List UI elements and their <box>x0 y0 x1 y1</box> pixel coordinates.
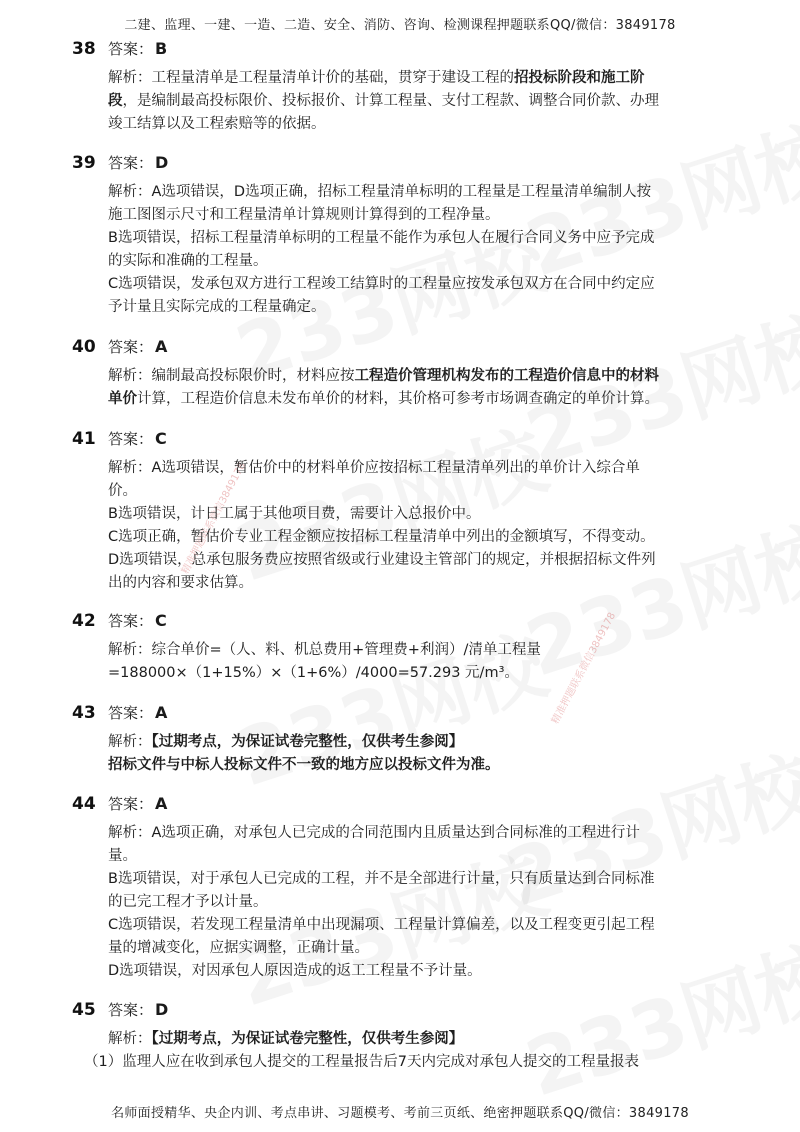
answer-value: D <box>155 1000 169 1019</box>
question-39 <box>72 150 762 319</box>
explanation-line: C选项正确，暂估价专业工程金额应按招标工程量清单中列出的金额填写，不得变动。 <box>108 529 655 545</box>
question-40 <box>72 334 762 411</box>
question-38 <box>72 36 762 136</box>
answer-label: 答案： <box>108 338 154 356</box>
explanation <box>108 822 762 983</box>
question-number: 41 <box>72 429 96 449</box>
explanation <box>108 731 762 777</box>
explanation-line: 的已完工程才予以计量。 <box>108 894 268 910</box>
explanation-line: B选项错误，计日工属于其他项目费，需要计入总报价中。 <box>108 506 481 522</box>
explanation-line: 解析：综合单价=（人、料、机总费用+管理费+利润）/清单工程量 <box>108 642 541 658</box>
question-42 <box>72 608 762 685</box>
answer-label: 答案： <box>108 430 154 448</box>
answer-row <box>72 334 762 360</box>
explanation-line: 单价计算，工程造价信息未发布单价的材料，其价格可参考市场调查确定的单价计算。 <box>108 391 659 407</box>
question-44 <box>72 791 762 983</box>
explanation-line: 解析：【过期考点，为保证试卷完整性，仅供考生参阅】 <box>108 1031 464 1047</box>
answer-label: 答案： <box>108 1001 154 1019</box>
explanation-line: 解析：A选项正确，对承包人已完成的合同范围内且质量达到合同标准的工程进行计 <box>108 825 640 841</box>
question-number: 40 <box>72 337 96 357</box>
explanation <box>108 639 762 685</box>
explanation-line: 予计量且实际完成的工程量确定。 <box>108 299 326 315</box>
explanation-line: =188000×（1+15%）×（1+6%）/4000=57.293 元/m³。 <box>108 665 519 681</box>
question-number: 44 <box>72 794 96 814</box>
explanation <box>84 1028 762 1074</box>
explanation-line: 招标文件与中标人投标文件不一致的地方应以投标文件为准。 <box>108 757 500 773</box>
question-43 <box>72 700 762 777</box>
explanation-line: D选项错误，对因承包人原因造成的返工工程量不予计量。 <box>108 963 482 979</box>
answer-value: A <box>155 794 168 813</box>
answer-label: 答案： <box>108 795 154 813</box>
answer-row <box>72 791 762 817</box>
explanation-line: C选项错误，发承包双方进行工程竣工结算时的工程量应按发承包双方在合同中约定应 <box>108 276 655 292</box>
watermark-stamp: 精准押题联系微信3849178 <box>549 610 619 727</box>
explanation-line: C选项错误，若发现工程量清单中出现漏项、工程量计算偏差，以及工程变更引起工程 <box>108 917 655 933</box>
explanation-line: 解析：A选项错误，D选项正确，招标工程量清单标明的工程量是工程量清单编制人按 <box>108 184 652 200</box>
explanation-line: 施工图图示尺寸和工程量清单计算规则计算得到的工程净量。 <box>108 207 500 223</box>
explanation-line: 的实际和准确的工程量。 <box>108 253 268 269</box>
explanation <box>108 457 762 595</box>
answer-row <box>72 997 762 1023</box>
question-number: 42 <box>72 611 96 631</box>
answer-value: A <box>155 703 168 722</box>
page-header: 二建、监理、一建、一造、二造、安全、消防、咨询、检测课程押题联系QQ/微信：3849178 <box>124 18 676 33</box>
answer-row <box>72 700 762 726</box>
explanation-line: 解析：【过期考点，为保证试卷完整性，仅供考生参阅】 <box>108 734 464 750</box>
answer-row <box>72 426 762 452</box>
question-number: 39 <box>72 153 96 173</box>
answer-value: B <box>155 39 168 58</box>
explanation-line: （1）监理人应在收到承包人提交的工程量报告后7天内完成对承包人提交的工程量报表 <box>84 1054 639 1070</box>
explanation-line: 出的内容和要求估算。 <box>108 575 253 591</box>
explanation <box>108 181 762 319</box>
explanation <box>108 67 762 136</box>
answer-value: C <box>155 611 167 630</box>
explanation <box>108 365 762 411</box>
explanation-line: 量。 <box>108 848 137 864</box>
explanation-line: 价。 <box>108 483 137 499</box>
explanation-line: 解析：编制最高投标限价时，材料应按工程造价管理机构发布的工程造价信息中的材料 <box>108 368 659 384</box>
question-45 <box>72 997 762 1074</box>
explanation-line: B选项错误，招标工程量清单标明的工程量不能作为承包人在履行合同义务中应予完成 <box>108 230 655 246</box>
answer-row <box>72 608 762 634</box>
answer-label: 答案： <box>108 40 154 58</box>
explanation-line: 解析：A选项错误，暂估价中的材料单价应按招标工程量清单列出的单价计入综合单 <box>108 460 640 476</box>
answer-label: 答案： <box>108 704 154 722</box>
question-number: 45 <box>72 1000 96 1020</box>
answer-label: 答案： <box>108 612 154 630</box>
question-41 <box>72 426 762 595</box>
answer-value: C <box>155 429 167 448</box>
question-number: 43 <box>72 703 96 723</box>
answer-label: 答案： <box>108 154 154 172</box>
explanation-line: 竣工结算以及工程索赔等的依据。 <box>108 116 326 132</box>
explanation-line: 解析：工程量清单是工程量清单计价的基础，贯穿于建设工程的招投标阶段和施工阶 <box>108 70 645 86</box>
answer-value: D <box>155 153 169 172</box>
explanation-line: 段，是编制最高投标限价、投标报价、计算工程量、支付工程款、调整合同价款、办理 <box>108 93 659 109</box>
watermark-stamp: 精准押题联系微信3849178 <box>179 460 249 577</box>
question-number: 38 <box>72 39 96 59</box>
answer-value: A <box>155 337 168 356</box>
answer-row <box>72 150 762 176</box>
page-footer: 名师面授精华、央企内训、考点串讲、习题模考、考前三页纸、绝密押题联系QQ/微信：3849178 <box>111 1106 689 1121</box>
explanation-line: D选项错误，总承包服务费应按照省级或行业建设主管部门的规定，并根据招标文件列 <box>108 552 656 568</box>
answer-row <box>72 36 762 62</box>
explanation-line: B选项错误，对于承包人已完成的工程，并不是全部进行计量，只有质量达到合同标准 <box>108 871 655 887</box>
explanation-line: 量的增减变化，应据实调整，正确计量。 <box>108 940 369 956</box>
